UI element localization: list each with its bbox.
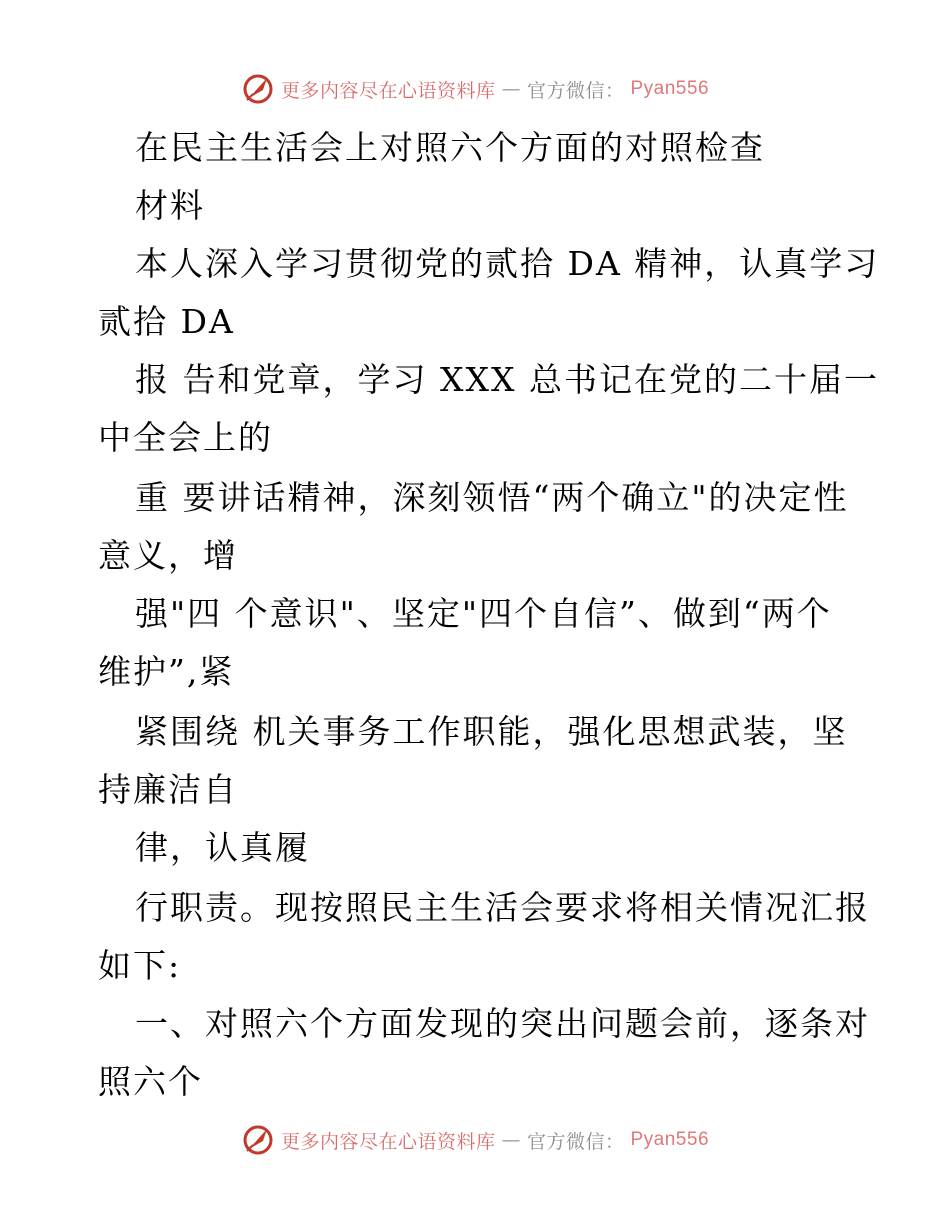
- doc-line: 一、对照六个方面发现的突出问题会前，逐条对: [135, 1004, 870, 1043]
- watermark-wechat-id: Pyan556: [630, 1129, 710, 1150]
- doc-line: 意义，增: [98, 536, 238, 575]
- watermark-main-text: 更多内容尽在心语资料库: [280, 1130, 496, 1153]
- watermark-official-label: 官方微信：: [526, 1130, 625, 1153]
- doc-line: 重 要讲话精神，深刻领悟“两个确立"的决定性: [135, 478, 849, 517]
- doc-line: 材料: [135, 186, 205, 225]
- watermark-wechat-id: Pyan556: [630, 78, 710, 99]
- doc-line: 贰拾 DA: [98, 302, 235, 341]
- quill-seal-icon: [241, 1123, 275, 1157]
- doc-line: 律，认真履: [135, 828, 310, 867]
- doc-line: 照六个: [98, 1062, 203, 1101]
- watermark-dash: —: [501, 78, 521, 100]
- footer-watermark: [0, 1123, 950, 1157]
- doc-line: 紧围绕 机关事务工作职能，强化思想武装，坚: [135, 712, 848, 751]
- doc-line: 强"四 个意识"、坚定"四个自信”、做到“两个: [135, 594, 832, 633]
- doc-line: 维护”,紧: [98, 652, 235, 691]
- quill-seal-icon: [241, 72, 275, 106]
- doc-line: 持廉洁自: [98, 770, 238, 809]
- doc-line: 报 告和党章，学习 XXX 总书记在党的二十届一: [135, 360, 879, 399]
- header-watermark: [0, 72, 950, 106]
- doc-line: 中全会上的: [98, 418, 273, 457]
- watermark-main-text: 更多内容尽在心语资料库: [280, 79, 496, 102]
- doc-line: 如下:: [98, 946, 182, 985]
- doc-line: 本人深入学习贯彻党的贰拾 DA 精神，认真学习: [135, 244, 880, 283]
- watermark-official-label: 官方微信：: [526, 79, 625, 102]
- watermark-dash: —: [501, 1129, 521, 1151]
- doc-line: 在民主生活会上对照六个方面的对照检查: [135, 128, 765, 167]
- doc-line: 行职责。现按照民主生活会要求将相关情况汇报: [135, 888, 870, 927]
